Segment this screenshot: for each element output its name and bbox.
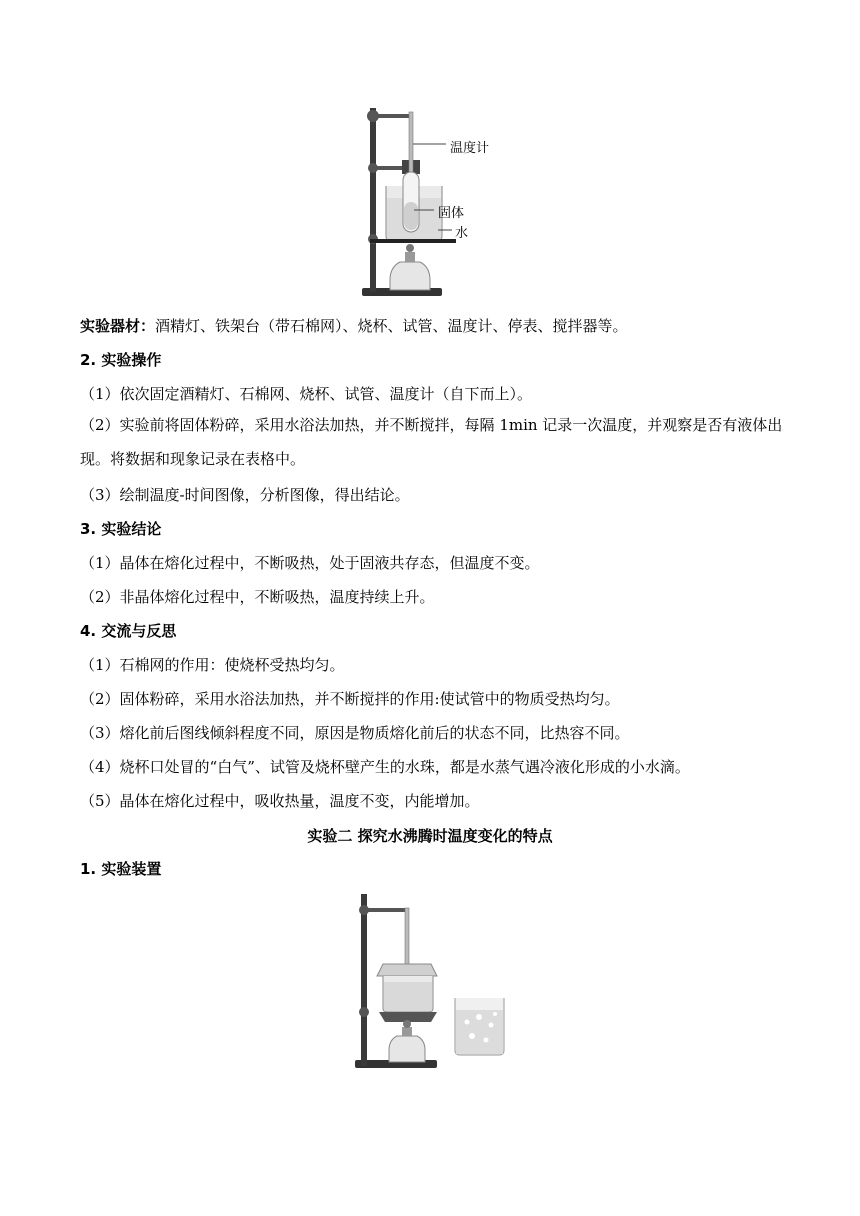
- section4-item-5: （5）晶体在熔化过程中，吸收热量，温度不变，内能增加。: [80, 792, 480, 810]
- asbestos-gauze: [370, 239, 456, 243]
- section3-item-2: （2）非晶体熔化过程中，不断吸热，温度持续上升。: [80, 588, 435, 606]
- section4-heading: 4. 交流与反思: [80, 622, 177, 640]
- section2-heading: 2. 实验操作: [80, 351, 162, 369]
- section4-item-2: （2）固体粉碎，采用水浴法加热，并不断搅拌的作用:使试管中的物质受热均匀。: [80, 690, 620, 708]
- section3-heading: 3. 实验结论: [80, 520, 162, 538]
- section4-item-3: （3）熔化前后图线倾斜程度不同，原因是物质熔化前后的状态不同，比热容不同。: [80, 724, 630, 742]
- materials-text: 酒精灯、铁架台（带石棉网）、烧杯、试管、温度计、停表、搅拌器等。: [155, 317, 628, 335]
- stand-rod: [370, 108, 376, 292]
- melting-apparatus-figure: [350, 102, 510, 302]
- experiment2-title: 实验二 探究水沸腾时温度变化的特点: [307, 827, 553, 845]
- alcohol-lamp: [390, 262, 430, 290]
- thermometer-label: 温度计: [450, 141, 490, 156]
- section2-item-1: （1）依次固定酒精灯、石棉网、烧杯、试管、温度计（自下而上）。: [80, 385, 533, 403]
- section3-item-1: （1）晶体在熔化过程中，不断吸热，处于固液共存态，但温度不变。: [80, 554, 540, 572]
- section4-item-4: （4）烧杯口处冒的“白气”、试管及烧杯壁产生的水珠，都是水蒸气遇冷液化形成的小水滴。: [80, 758, 690, 776]
- section2-item-2: （2）实验前将固体粉碎，采用水浴法加热，并不断搅拌，每隔 1min 记录一次温度，并观察是否有液体出现。将数据和现象记录在表格中。: [80, 416, 783, 468]
- materials-label: 实验器材：: [80, 317, 156, 335]
- boiling-apparatus-figure: [345, 890, 515, 1075]
- experiment2-sub-heading: 1. 实验装置: [80, 860, 162, 878]
- water-label: 水: [455, 226, 469, 241]
- section2-item-3: （3）绘制温度-时间图像，分析图像，得出结论。: [80, 486, 410, 504]
- section4-item-1: （1）石棉网的作用：使烧杯受热均匀。: [80, 656, 345, 674]
- solid-label: 固体: [438, 206, 465, 221]
- materials-line: [80, 316, 628, 336]
